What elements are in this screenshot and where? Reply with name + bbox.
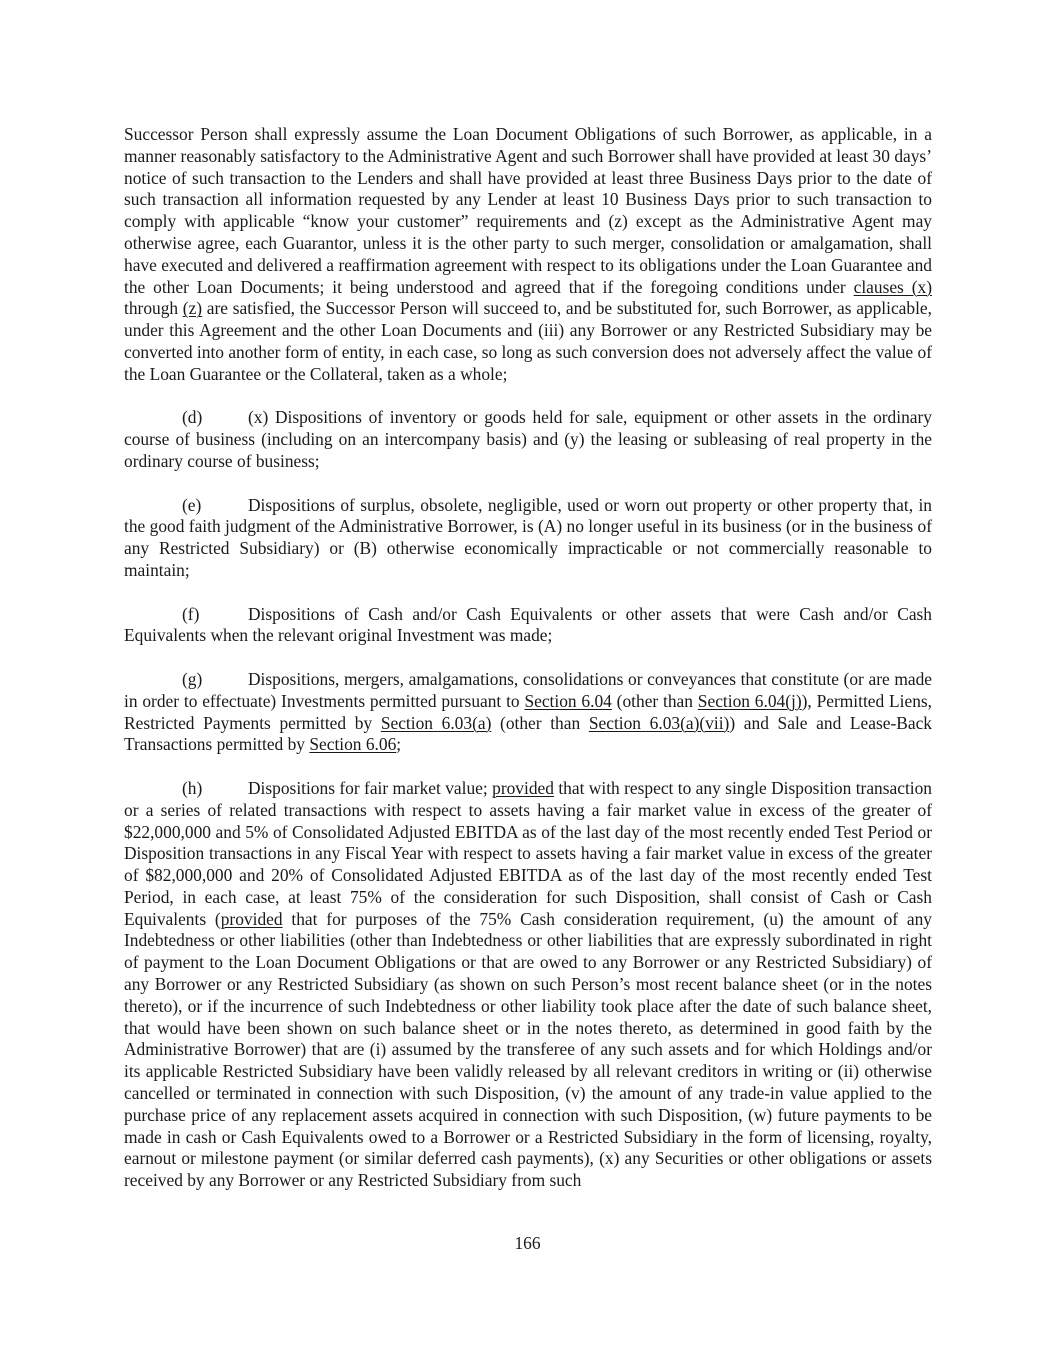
continuation-text-1: Successor Person shall expressly assume the Loan Document Obligations of such Borrower, as applicable, in a manner reasonably satisfactory to the Administrative Agent and such Borrower shall have provided at least 30 days’ notice of such transaction to the Lenders and shall have provided at least three Business Days prior to the date of such transaction all information requested by any Lender at least 10 Business Days prior to such transaction to comply with applicable “know your customer” requirements and (z) except as the Administrative Agent may otherwise agree, each Guarantor, unless it is the other party to such merger, consolidation or amalgamation, shall have executed and delivered a reaffirmation agreement with respect to its obligations under the Loan Guarantee and the other Loan Documents; it being understood and agreed that if the foregoing conditions under (124, 124, 932, 297)
paragraph-f (124, 604, 932, 648)
paragraph-d (124, 407, 932, 472)
paragraph-h-text-2: that with respect to any single Disposition transaction or a series of related transactions with respect to assets having a fair market value in excess of the greater of $22,000,000 and 5% of Consolidated Adjusted EBITDA as of the last day of the most recently ended Test Period or Disposition transactions in any Fiscal Year with respect to assets having a fair market value in excess of the greater of $82,000,000 and 20% of Consolidated Adjusted EBITDA as of the last day of the most recently ended Test Period, in each case, at least 75% of the consideration for such Disposition, shall consist of Cash or Cash Equivalents ( (124, 777, 932, 929)
paragraph-f-label: (f) (182, 603, 200, 624)
section-6-03-a-vii-reference: Section 6.03(a)(vii) (588, 712, 730, 733)
paragraph-g-text-5: ) and Sale and Lease-Back Transactions permitted by (124, 712, 932, 755)
paragraph-d-text: (x) Dispositions of inventory or goods held for sale, equipment or other assets in the ordinary course of business (including on an intercompany basis) and (y) the leasing or subleasing of real property in the ordinary course of business; (124, 407, 932, 471)
page-number: 166 (514, 1233, 541, 1253)
clauses-x-reference: clauses (x) (853, 276, 932, 297)
paragraph-e-label: (e) (182, 494, 202, 515)
clause-z-reference: (z) (182, 298, 203, 319)
paragraph-h (124, 778, 932, 1192)
paragraph-f-text: Dispositions of Cash and/or Cash Equivalents or other assets that were Cash and/or Cash Equivalents when the relevant original Investment was made; (124, 603, 932, 646)
provided-term-1: provided (492, 777, 554, 798)
section-6-06-reference: Section 6.06 (309, 734, 397, 755)
paragraph-g-label: (g) (182, 668, 203, 689)
continuation-text-2: through (124, 298, 183, 319)
section-6-04-j-reference: Section 6.04(j) (697, 690, 802, 711)
paragraph-g-text-1: Dispositions, mergers, amalgamations, consolidations or conveyances that constitute (or are made in order to effectuate) Investments permitted pursuant to (124, 668, 932, 711)
continuation-text-3: are satisfied, the Successor Person will succeed to, and be substituted for, such Borrower, as applicable, under this Agreement and the other Loan Documents and (iii) any Borrower or any Restricted Subsidiary may be converted into another form of entity, in each case, so long as such conversion does not adversely affect the value of the Loan Guarantee or the Collateral, taken as a whole; (124, 298, 932, 384)
paragraph-d-label: (d) (182, 407, 203, 428)
paragraph-g-text-2: (other than (611, 690, 698, 711)
paragraph-h-text-3: that for purposes of the 75% Cash consideration requirement, (u) the amount of any Indebtedness or other liabilities (other than Indebtedness or other liabilities that are expressly subordinated in right of payment to the Loan Document Obligations or that are owed to any Borrower or any Restricted Subsidiary) of any Borrower or any Restricted Subsidiary (as shown on such Person’s most recent balance sheet (or in the notes thereto), or if the incurrence of such Indebtedness or other liability took place after the date of such balance sheet, that would have been shown on such balance sheet or in the notes thereto, as determined in good faith by the Administrative Borrower) that are (i) assumed by the transferee of any such assets and for which Holdings and/or its applicable Restricted Subsidiary have been validly released by all relevant creditors in writing or (ii) otherwise cancelled or terminated in connection with such Disposition, (v) the amount of any trade-in value applied to the purchase price of any replacement assets acquired in connection with such Disposition, (w) future payments to be made in cash or Cash Equivalents owed to a Borrower or a Restricted Subsidiary in the form of licensing, royalty, earnout or milestone payment (or similar deferred cash payments), (x) any Securities or other obligations or assets received by any Borrower or any Restricted Subsidiary from such (124, 908, 932, 1191)
paragraph-g (124, 669, 932, 756)
paragraph-e (124, 495, 932, 582)
document-page (124, 124, 932, 1192)
paragraph-e-text: Dispositions of surplus, obsolete, negligible, used or worn out property or other property that, in the good faith judgment of the Administrative Borrower, is (A) no longer useful in its business (or in the business of any Restricted Subsidiary) or (B) otherwise economically impracticable or not commercially reasonable to maintain; (124, 494, 932, 580)
paragraph-g-text-6: ; (396, 734, 402, 755)
section-6-04-reference: Section 6.04 (524, 690, 612, 711)
paragraph-h-label: (h) (182, 777, 203, 798)
paragraph-g-text-4: (other than (491, 712, 589, 733)
section-6-03-a-reference: Section 6.03(a) (380, 712, 492, 733)
provided-term-2: provided (220, 908, 283, 929)
paragraph-g-text-3: ), Permitted Liens, Restricted Payments permitted by (124, 690, 933, 733)
paragraph-h-text-1: Dispositions for fair market value; (248, 777, 493, 798)
continuation-paragraph (124, 124, 932, 386)
